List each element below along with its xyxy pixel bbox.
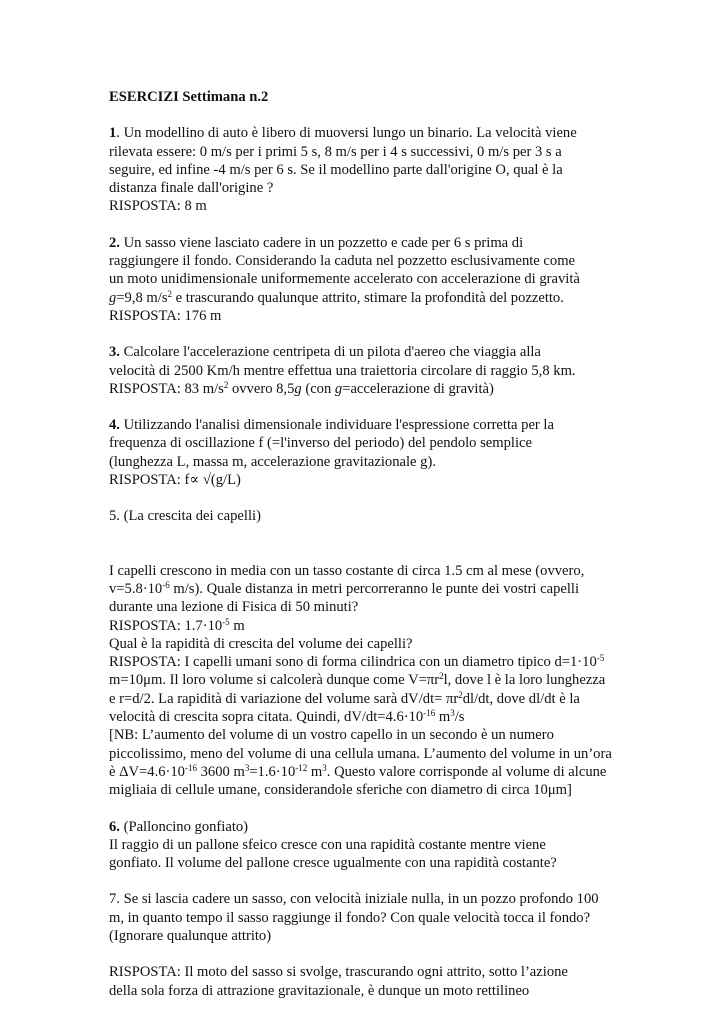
exercise-2-line: g=9,8 $m/s^2$ e trascurando qualunque attrito, stimare la profondità del pozzetto. [109, 288, 564, 306]
exercise-3-line: 3. Calcolare l'accelerazione centripeta di un pilota d'aereo che viaggia alla [109, 344, 541, 361]
exercise-7 [109, 890, 629, 999]
exercise-6 [109, 818, 629, 873]
exercise-5-answer: velocità di crescita sopra citata. Quindi, $dV/dt=4.6\cdot 10^{-16}$ $m^3/s$ [109, 708, 465, 726]
exercise-1-line: rilevata essere: 0 m/s per i primi 5 s, 8 m/s per i 4 s successivi, 0 m/s per 3 s a [109, 143, 562, 160]
exercise-5-line: durante una lezione di Fisica di 50 minuti? [109, 599, 359, 616]
exercise-7-answer: della sola forza di attrazione gravitazionale, è dunque un moto rettilineo [109, 982, 530, 999]
exercise-1-line: distanza finale dall'origine ? [109, 180, 274, 197]
exercise-2-line: un moto unidimensionale uniformemente accelerato con accelerazione di gravità [109, 271, 580, 288]
exercise-6-line: gonfiato. Il volume del pallone cresce ugualmente con una rapidità costante? [109, 855, 557, 872]
exercise-6-heading: 6. (Palloncino gonfiato) [109, 818, 249, 835]
exercise-5-answer: m=10μm. Il loro volume si calcolerà dunque come $V=\pi r^2l$, dove l è la loro lunghezza [109, 671, 606, 689]
exercise-7-answer: RISPOSTA: Il moto del sasso si svolge, trascurando ogni attrito, sotto l’azione [109, 964, 568, 981]
exercise-5-note: [NB: L’aumento del volume di un vostro capello in un secondo è un numero [109, 727, 554, 744]
exercise-3 [109, 343, 629, 398]
exercise-6-number: 6. [109, 818, 120, 835]
exercise-5-answer: RISPOSTA: I capelli umani sono di forma cilindrica con un diametro tipico $d=1\cdot 10^{-5}$ [109, 653, 605, 671]
exercise-1 [109, 124, 629, 215]
exercise-2-line: 2. Un sasso viene lasciato cadere in un pozzetto e cade per 6 s prima di [109, 234, 524, 251]
exercise-1-number: 1 [109, 125, 117, 142]
page-title: ESERCIZI Settimana n.2 [109, 89, 269, 105]
exercise-5-note: è $\Delta V=4.6\cdot 10^{-16}$ 3600 $m^3=1.6\cdot 10^{-12}$ $m^3$. Questo valore corrisponde al volume di alcune [109, 762, 607, 780]
exercise-5-line: I capelli crescono in media con un tasso costante di circa 1.5 cm al mese (ovvero, [109, 562, 585, 579]
exercise-4-line: 4. Utilizzando l'analisi dimensionale individuare l'espressione corretta per la [109, 417, 554, 434]
exercise-5-answer: e r=d/2. La rapidità di variazione del volume sarà $dV/dt= \pi r^2dl/dt$, dove dl/dt è la [109, 689, 580, 707]
exercise-5 [109, 507, 629, 799]
exercise-2-line: raggiungere il fondo. Considerando la caduta nel pozzetto esclusivamente come [109, 253, 576, 270]
exercise-2 [109, 234, 629, 325]
exercise-3-line: velocità di 2500 Km/h mentre effettua una traiettoria circolare di raggio 5,8 km. [109, 362, 576, 379]
exercise-5-note: migliaia di cellule umane, considerandole sferiche con diametro di circa 10μm] [109, 782, 572, 799]
exercise-7-line: m, in quanto tempo il sasso raggiunge il fondo? Con quale velocità tocca il fondo? [109, 909, 591, 926]
exercise-2-number: 2. [109, 234, 120, 251]
exercise-7-line: 7. Se si lascia cadere un sasso, con velocità iniziale nulla, in un pozzo profondo 100 [109, 891, 599, 908]
exercise-3-number: 3. [109, 344, 120, 361]
exercise-3-answer: RISPOSTA: 83 $m/s^2$ ovvero 8,5g (con g=accelerazione di gravità) [109, 379, 494, 397]
exercise-7-line: (Ignorare qualunque attrito) [109, 927, 272, 944]
exercise-4-line: (lunghezza L, massa m, accelerazione gravitazionale g). [109, 453, 436, 470]
exercise-5-answer: RISPOSTA: $1.7\cdot 10^{-5}$ m [109, 616, 245, 634]
exercise-5-note: piccolissimo, meno del volume di una cellula umana. L’aumento del volume in un’ora [109, 745, 612, 762]
exercise-5-heading: 5. (La crescita dei capelli) [109, 508, 261, 525]
exercise-1-answer: RISPOSTA: 8 m [109, 198, 207, 215]
exercise-2-answer: RISPOSTA: 176 m [109, 307, 222, 324]
document-body [109, 88, 629, 1000]
exercise-1-line: seguire, ed infine -4 m/s per 6 s. Se il modellino parte dall'origine O, qual è la [109, 161, 563, 178]
exercise-4 [109, 416, 629, 489]
exercise-5-question: Qual è la rapidità di crescita del volume dei capelli? [109, 635, 413, 652]
exercise-6-line: Il raggio di un pallone sfeico cresce con una rapidità costante mentre viene [109, 836, 546, 853]
exercise-4-line: frequenza di oscillazione f (=l'inverso del periodo) del pendolo semplice [109, 435, 532, 452]
exercise-5-line: $v=5.8\cdot 10^{-6}$ m/s). Quale distanza in metri percorreranno le punte dei vostri capelli [109, 579, 580, 597]
exercise-4-number: 4. [109, 417, 120, 434]
exercise-1-line: 1. Un modellino di auto è libero di muoversi lungo un binario. La velocità viene [109, 125, 577, 142]
exercise-4-answer: RISPOSTA: f∝ √(g/L) [109, 472, 241, 489]
